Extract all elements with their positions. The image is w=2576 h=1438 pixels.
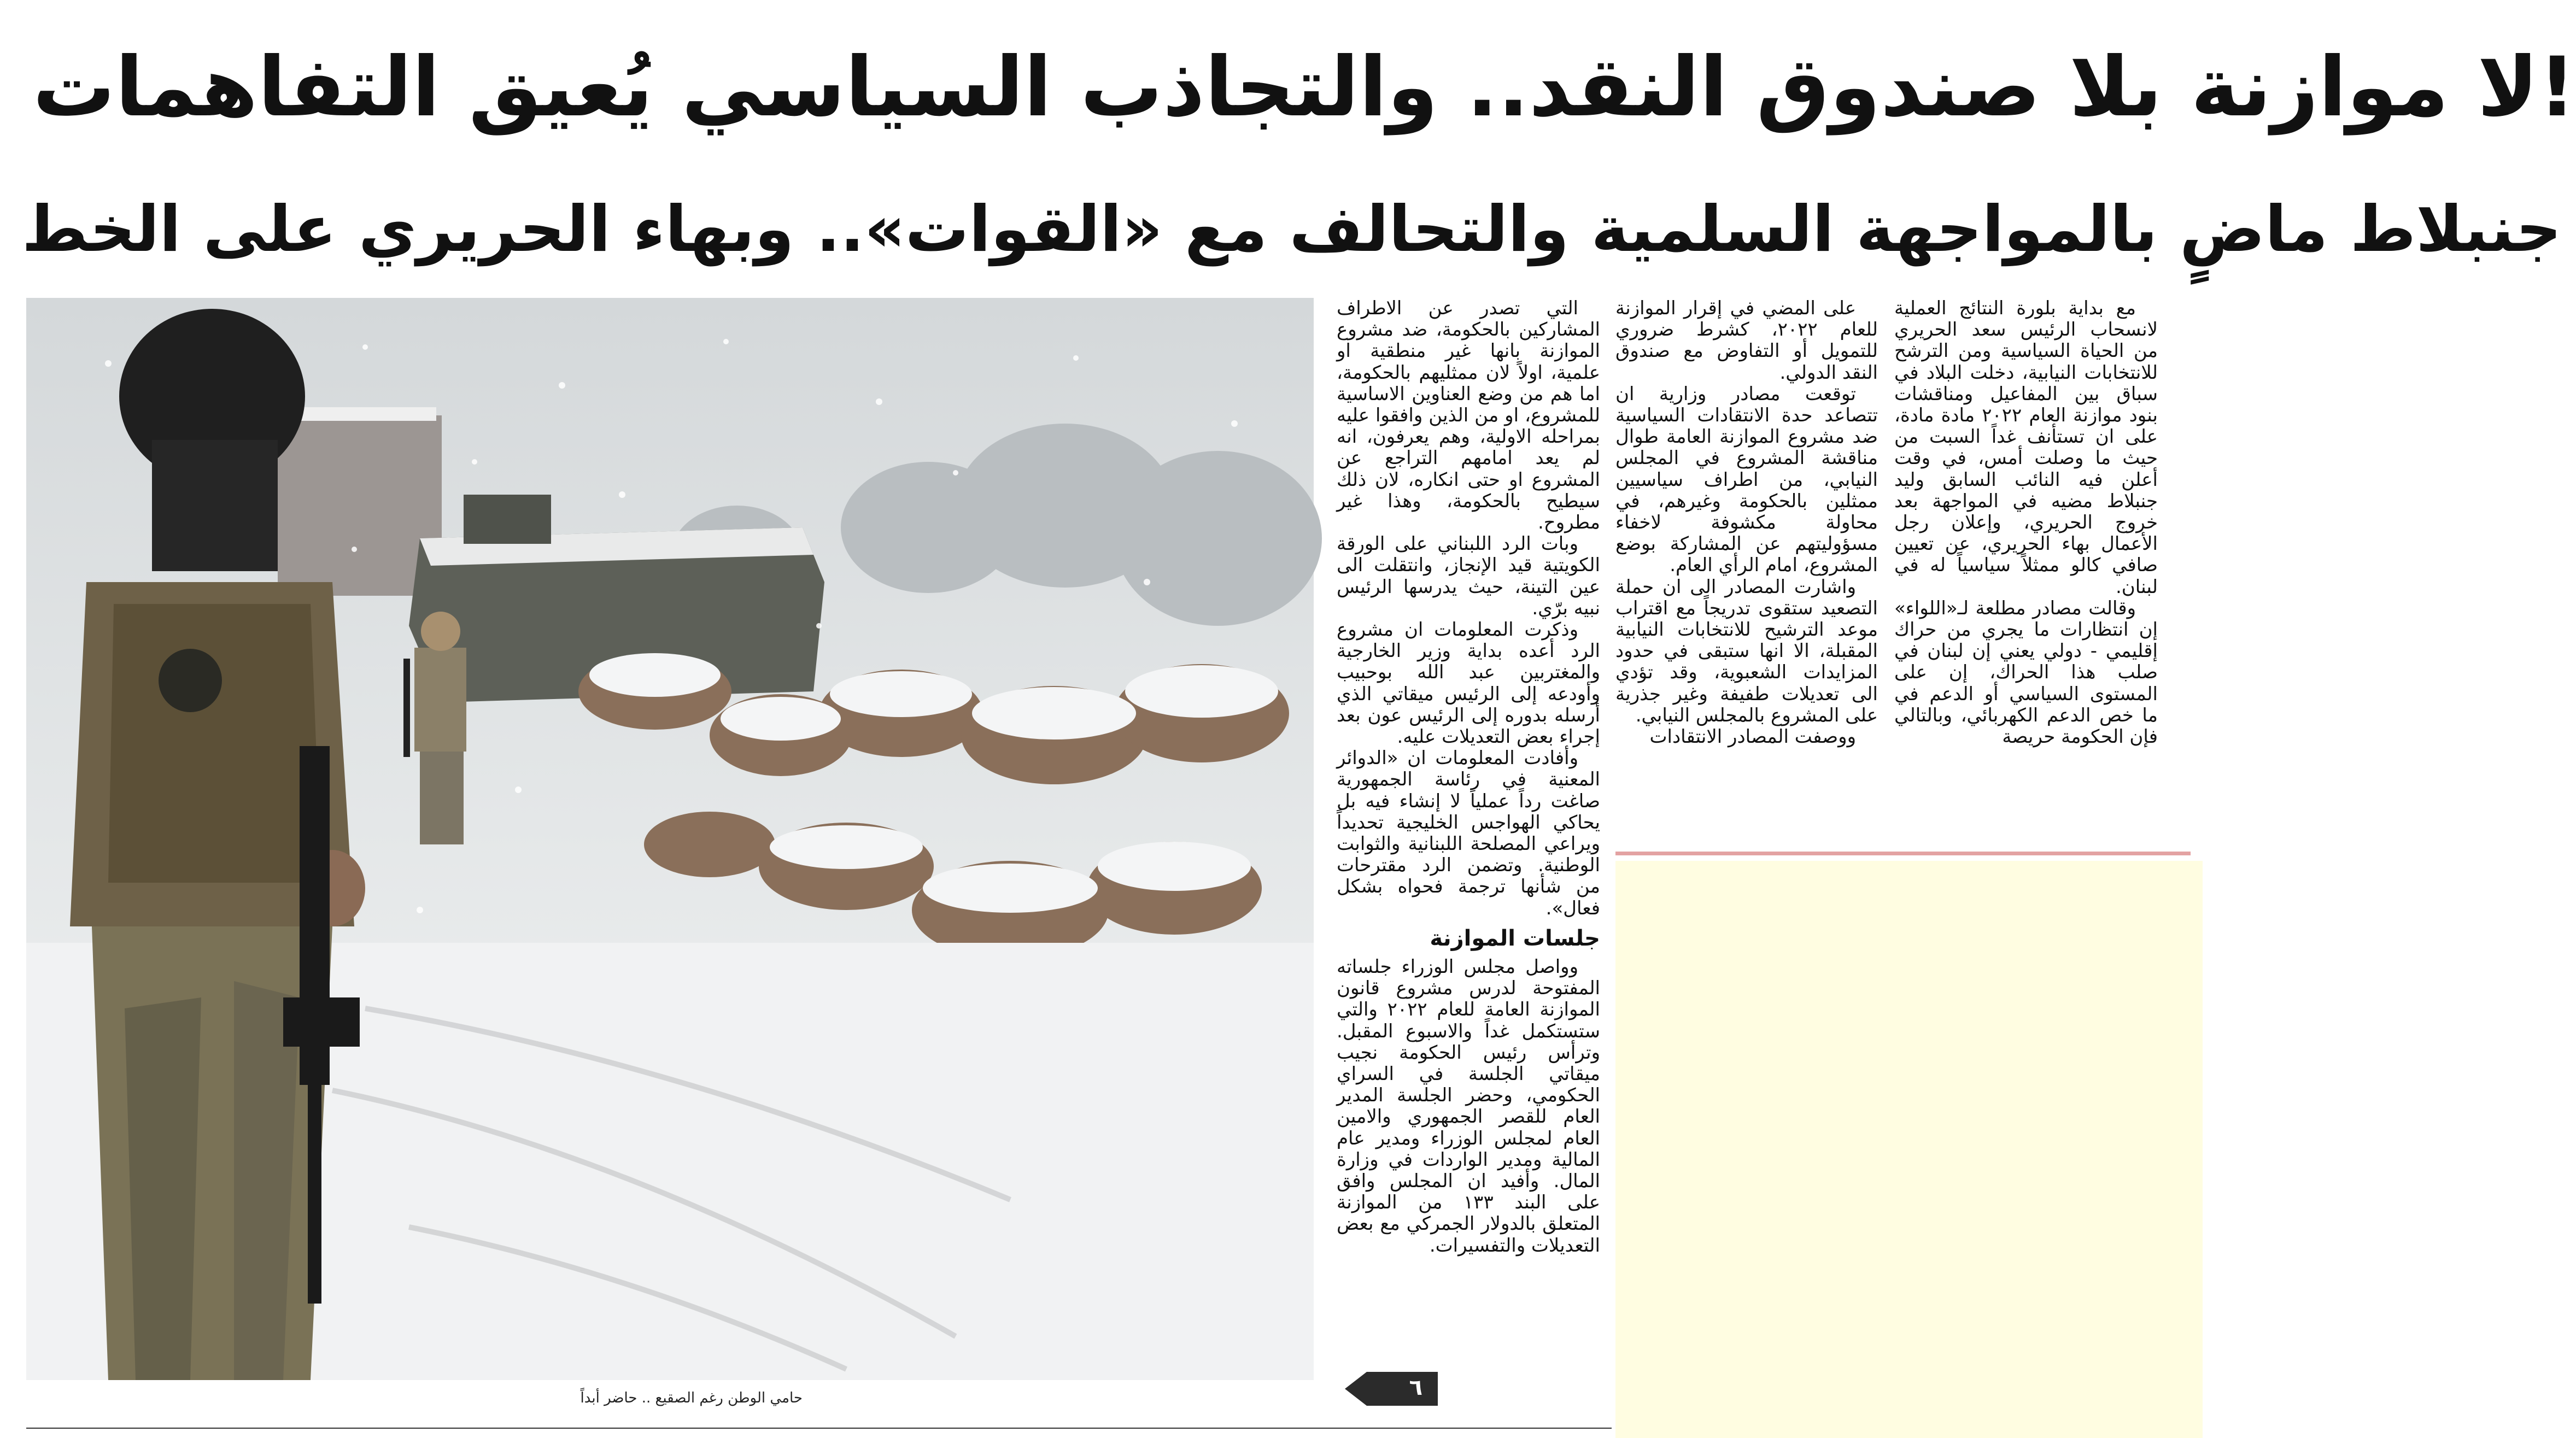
section-heading: جلسات الموازنة <box>1430 925 1600 951</box>
photo-caption: حامي الوطن رغم الصقيع .. حاضر أبداً <box>580 1390 803 1406</box>
continued-page-marker <box>1345 1372 1438 1406</box>
bottom-divider <box>26 1428 1612 1429</box>
paragraph: وقالت مصادر مطلعة لـ«اللواء» إن انتظارات ما يجري من حراك إقليمي - دولي يعني إن لبنان في صلب هذا الحراك، إن على المستوى السياسي أو الدعم في ما خص الدعم الكهربائي، وبالتالي فإن الحكومة حريصة <box>1894 597 2158 748</box>
paragraph: وأفادت المعلومات ان «الدوائر المعنية في رئاسة الجمهورية صاغت رداً عملياً لا إنشاء فيه بل يحاكي الهواجس الخليجية تحديداً ويراعي المصلحة اللبنانية والثوابت الوطنية. وتضمن الرد مقترحات من شأنها ترجمة فحواه بشكل فعال». <box>1337 747 1600 919</box>
paragraph: واشارت المصادر الى ان حملة التصعيد ستقوى تدريجاً مع اقتراب موعد الترشيح للانتخابات النيابية المقبلة، الا انها ستبقى في حدود المزايدات الشعبوية، وقد تؤدي الى تعديلات طفيفة وغير جذرية على المشروع بالمجلس النيابي. <box>1615 576 1878 726</box>
paragraph: وبات الرد اللبناني على الورقة الكويتية قيد الإنجاز، وانتقلت الى عين التينة، حيث يدرسها الرئيس نبيه برّي. <box>1337 533 1600 619</box>
left-arrow-icon <box>1345 1372 1438 1406</box>
divider-rule <box>1615 852 2191 855</box>
article-column-1 <box>1894 298 2158 850</box>
paragraph: وواصل مجلس الوزراء جلساته المفتوحة لدرس مشروع قانون الموازنة العامة للعام ٢٠٢٢ والتي ستستكمل غداً والاسبوع المقبل. وترأس رئيس الحكومة نجيب ميقاتي الجلسة في السراي الحكومي، وحضر الجلسة المدير العام للقصر الجمهوري والامين العام لمجلس الوزراء ومدير عام المالية ومدير الواردات في وزارة المال. وأفيد ان المجلس وافق على البند ١٣٣ من الموازنة المتعلق بالدولار الجمركي مع بعض التعديلات والتفسيرات. <box>1337 955 1601 1257</box>
headline: لا موازنة بلا صندوق النقد.. والتجاذب السياسي يُعيق التفاهمات! <box>33 40 2576 135</box>
subheadline: جنبلاط ماضٍ بالمواجهة السلمية والتحالف مع «القوات».. وبهاء الحريري على الخط <box>22 192 2562 266</box>
paragraph: التي تصدر عن الاطراف المشاركين بالحكومة، ضد مشروع الموازنة بانها غير منطقية او علمية، اولاً لان ممثليهم بالحكومة، اما هم من وضع العناوين الاساسية للمشروع، او من الذين وافقوا عليه بمراحله الاولية، وهم يعرفون، انه لم يعد امامهم التراجع عن المشروع او حتى انكاره، لان ذلك سيطيح بالحكومة، وهذا غير مطروح. <box>1337 297 1600 534</box>
paragraph: توقعت مصادر وزارية ان تتصاعد حدة الانتقادات السياسية ضد مشروع الموازنة العامة طوال مناقشة المشروع في المجلس النيابي، من اطراف سياسيين ممثلين بالحكومة وغيرهم، في محاولة مكشوفة لاخفاء مسؤوليتهم عن المشاركة بوضع المشروع، امام الرأي العام. <box>1615 383 1878 577</box>
paragraph: على المضي في إقرار الموازنة للعام ٢٠٢٢، كشرط ضروري للتمويل أو التفاوض مع صندوق النقد الدولي. <box>1615 297 1878 384</box>
snow-soldiers-image <box>26 298 1314 1380</box>
article-column-3 <box>1337 298 1600 1369</box>
news-photo <box>26 298 1314 1380</box>
paragraph: وذكرت المعلومات ان مشروع الرد أعده بداية وزير الخارجية والمغتربين عبد الله بوحبيب وأودعه إلى الرئيس ميقاتي الذي أرسله بدوره إلى الرئيس عون بعد إجراء بعض التعديلات عليه. <box>1337 619 1600 748</box>
article-column-2 <box>1615 298 1878 850</box>
paragraph: ووصفت المصادر الانتقادات <box>1649 726 1856 748</box>
paragraph: مع بداية بلورة النتائج العملية لانسحاب الرئيس سعد الحريري من الحياة السياسية ومن الترشح للانتخابات النيابية، دخلت البلاد في سباق بين المفاعيل ومناقشات بنود موازنة العام ٢٠٢٢ مادة مادة، على ان تستأنف غداً السبت من حيث ما وصلت أمس، في وقت أعلن فيه النائب السابق وليد جنبلاط مضيه في المواجهة بعد خروج الحريري، وإعلان رجل الأعمال بهاء الحريري، عن تعيين صافي كالو ممثلاً سياسياً له في لبنان. <box>1894 297 2158 598</box>
advertisement-area <box>1615 861 2203 1438</box>
page-number: ٦ <box>1409 1375 1422 1400</box>
